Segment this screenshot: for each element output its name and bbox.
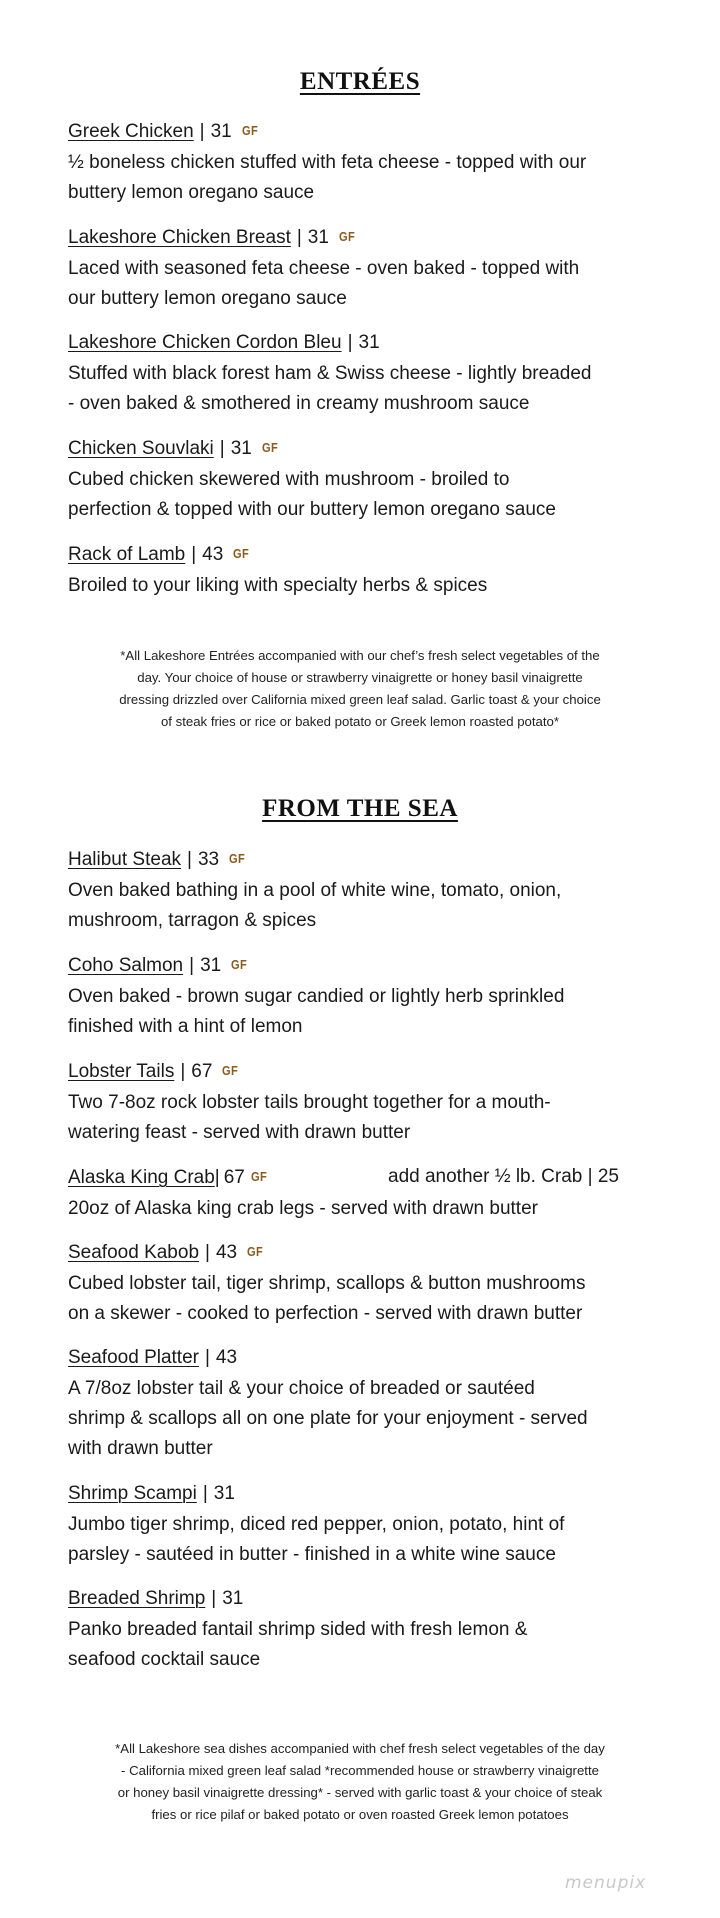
item-name: Seafood Platter xyxy=(68,1347,199,1368)
item-price: 43 xyxy=(215,1347,238,1368)
footnote-line: dressing drizzled over California mixed green leaf salad. Garlic toast & your choice xyxy=(119,692,601,707)
item-price: 31 xyxy=(307,227,329,248)
footnote-line: - California mixed green leaf salad *recommended house or strawberry vinaigrette xyxy=(121,1763,599,1778)
item-description-line: shrimp & scallops all on one plate for your enjoyment - served xyxy=(68,1408,588,1429)
menu-item: Alaska King Crab| 67 GF add another ½ lb. Crab | 25 20oz of Alaska king crab legs - served with drawn butter xyxy=(68,1165,668,1224)
menu-item: Greek Chicken | 31 GF ½ boneless chicken stuffed with feta cheese - topped with our buttery lemon oregano sauce xyxy=(68,119,668,208)
footnote-line: *All Lakeshore Entrées accompanied with our chef’s fresh select vegetables of the xyxy=(120,648,600,663)
menu-item: Breaded Shrimp | 31 Panko breaded fantail shrimp sided with fresh lemon & seafood cocktail sauce xyxy=(68,1587,668,1675)
menu-item: Lobster Tails | 67 GF Two 7-8oz rock lobster tails brought together for a mouth- watering feast - served with drawn butter xyxy=(68,1059,668,1148)
item-description-line: Cubed lobster tail, tiger shrimp, scallops & button mushrooms xyxy=(68,1273,586,1294)
item-description-line: Laced with seasoned feta cheese - oven baked - topped with xyxy=(68,258,580,279)
footnote-line: day. Your choice of house or strawberry vinaigrette or honey basil vinaigrette xyxy=(137,670,583,685)
menu-item: Rack of Lamb | 43 GF Broiled to your liking with specialty herbs & spices xyxy=(68,542,668,601)
item-name: Coho Salmon xyxy=(68,955,184,976)
menu-item: Lakeshore Chicken Breast | 31 GF Laced with seasoned feta cheese - oven baked - topped with our buttery lemon oregano sauce xyxy=(68,225,668,314)
gluten-free-badge: GF xyxy=(241,123,258,138)
item-name: Seafood Kabob xyxy=(68,1242,200,1263)
gluten-free-badge: GF xyxy=(261,440,279,455)
item-price: 43 xyxy=(215,1242,238,1263)
item-price: 31 xyxy=(200,955,222,976)
add-crab-addon: add another ½ lb. Crab | 25 xyxy=(388,1166,619,1187)
item-description-line: Two 7-8oz rock lobster tails brought together for a mouth- xyxy=(68,1092,551,1113)
item-description-line: ½ boneless chicken stuffed with feta cheese - topped with our xyxy=(68,152,587,173)
item-price: 31 xyxy=(213,1483,235,1504)
item-description-line: Broiled to your liking with specialty herbs & spices xyxy=(68,575,488,596)
gluten-free-badge: GF xyxy=(229,851,246,866)
menu-item: Halibut Steak | 33 GF Oven baked bathing in a pool of white wine, tomato, onion, mushroom, tarragon & spices xyxy=(68,847,668,936)
entrees-footnote xyxy=(60,645,660,733)
menu-item: Shrimp Scampi | 31 Jumbo tiger shrimp, diced red pepper, onion, potato, hint of parsley - sautéed in butter - finished in a white wine sauce xyxy=(68,1482,668,1570)
gluten-free-badge: GF xyxy=(247,1244,264,1259)
gluten-free-badge: GF xyxy=(338,229,356,244)
menu-item: Lakeshore Chicken Cordon Bleu | 31 Stuffed with black forest ham & Swiss cheese - lightly breaded - oven baked & smothered in creamy mushroom sauce xyxy=(68,331,668,419)
gluten-free-badge: GF xyxy=(250,1169,268,1184)
menupix-watermark: menupix xyxy=(565,1873,647,1893)
item-name: Lakeshore Chicken Cordon Bleu xyxy=(68,332,342,353)
item-description-line: A 7/8oz lobster tail & your choice of breaded or sautéed xyxy=(68,1378,535,1399)
item-description-line: perfection & topped with our buttery lemon oregano sauce xyxy=(68,499,556,520)
item-name: Shrimp Scampi xyxy=(68,1483,197,1504)
gluten-free-badge: GF xyxy=(231,957,248,972)
footnote-line: of steak fries or rice or baked potato or Greek lemon roasted potato* xyxy=(160,714,560,729)
item-price: 31 xyxy=(230,438,252,459)
item-price: 31 xyxy=(222,1588,244,1609)
item-description-line: on a skewer - cooked to perfection - served with drawn butter xyxy=(68,1303,583,1324)
footnote-line: fries or rice pilaf or baked potato or oven roasted Greek lemon potatoes xyxy=(151,1807,569,1822)
from-the-sea-title: FROM THE SEA xyxy=(262,795,458,822)
item-description-line: parsley - sautéed in butter - finished in a white wine sauce xyxy=(68,1544,556,1565)
menu-item: Chicken Souvlaki | 31 GF Cubed chicken skewered with mushroom - broiled to perfection & topped with our buttery lemon oregano sauce xyxy=(68,436,668,525)
item-price: 31 xyxy=(358,332,380,353)
item-name: Chicken Souvlaki xyxy=(68,438,214,459)
item-name: Greek Chicken xyxy=(68,121,194,142)
item-description-line: - oven baked & smothered in creamy mushroom sauce xyxy=(68,393,530,414)
item-name: Alaska King Crab xyxy=(68,1167,215,1188)
item-price: 67 xyxy=(191,1061,213,1082)
footnote-line: or honey basil vinaigrette dressing* - served with garlic toast & your choice of steak xyxy=(117,1785,603,1800)
item-name: Rack of Lamb xyxy=(68,544,186,565)
item-description-line: Oven baked - brown sugar candied or lightly herb sprinkled xyxy=(68,986,565,1007)
item-price: 31 xyxy=(210,121,232,142)
menu-item: Seafood Platter | 43 A 7/8oz lobster tail & your choice of breaded or sautéed shrimp & scallops all on one plate for your enjoyment - served with drawn butter xyxy=(68,1346,668,1464)
sea-footnote xyxy=(60,1738,660,1826)
footnote-line: *All Lakeshore sea dishes accompanied with chef fresh select vegetables of the day xyxy=(115,1741,605,1756)
item-description-line: Jumbo tiger shrimp, diced red pepper, onion, potato, hint of xyxy=(68,1514,565,1535)
item-description-line: Stuffed with black forest ham & Swiss cheese - lightly breaded xyxy=(68,363,592,384)
item-price: 43 xyxy=(202,544,224,565)
item-description-line: buttery lemon oregano sauce xyxy=(68,182,315,203)
item-description-line: seafood cocktail sauce xyxy=(68,1649,261,1670)
item-description-line: Panko breaded fantail shrimp sided with fresh lemon & xyxy=(68,1619,528,1640)
item-description-line: 20oz of Alaska king crab legs - served with drawn butter xyxy=(68,1198,538,1219)
item-description-line: watering feast - served with drawn butter xyxy=(68,1122,411,1143)
item-price: 67 xyxy=(223,1167,245,1188)
gluten-free-badge: GF xyxy=(222,1063,239,1078)
item-description-line: Oven baked bathing in a pool of white wine, tomato, onion, xyxy=(68,880,562,901)
item-description-line: our buttery lemon oregano sauce xyxy=(68,288,347,309)
menu-item: Coho Salmon | 31 GF Oven baked - brown sugar candied or lightly herb sprinkled finished with a hint of lemon xyxy=(68,953,668,1042)
entrees-title: ENTRÉES xyxy=(299,68,421,95)
gluten-free-badge: GF xyxy=(233,546,250,561)
item-description-line: mushroom, tarragon & spices xyxy=(68,910,317,931)
menu-item: Seafood Kabob | 43 GF Cubed lobster tail, tiger shrimp, scallops & button mushrooms on a skewer - cooked to perfection - served with drawn butter xyxy=(68,1240,668,1329)
item-price: 33 xyxy=(197,849,220,870)
item-description-line: with drawn butter xyxy=(68,1438,213,1459)
item-name: Lakeshore Chicken Breast xyxy=(68,227,291,248)
item-name: Halibut Steak xyxy=(68,849,182,870)
item-description-line: finished with a hint of lemon xyxy=(68,1016,303,1037)
item-name: Breaded Shrimp xyxy=(68,1588,206,1609)
item-name: Lobster Tails xyxy=(68,1061,175,1082)
item-description-line: Cubed chicken skewered with mushroom - broiled to xyxy=(68,469,510,490)
